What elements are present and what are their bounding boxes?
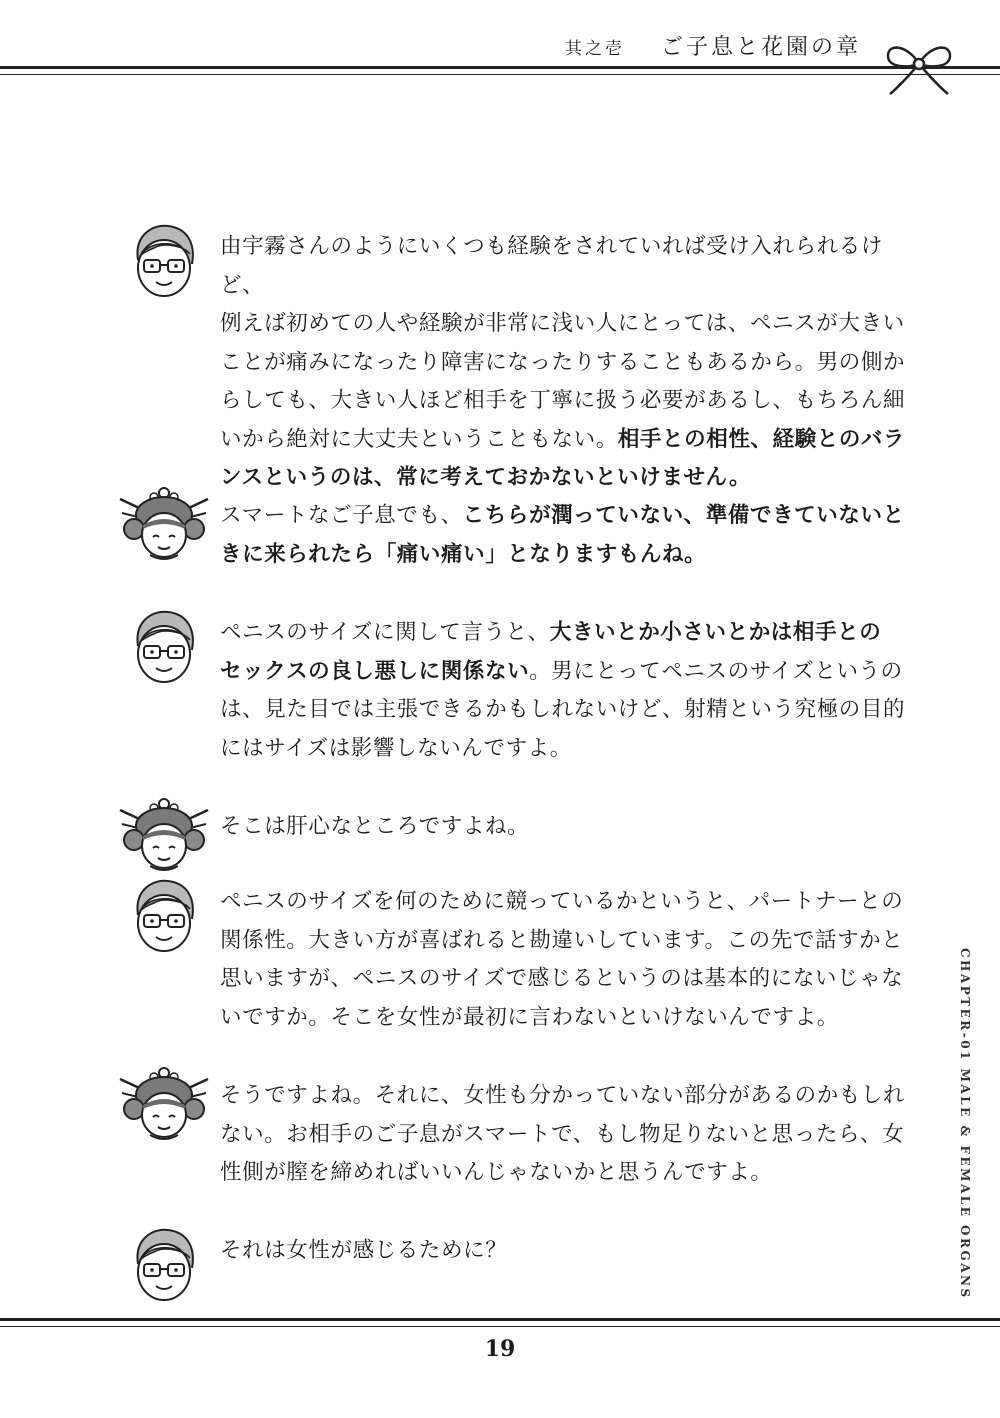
plain-text: 関係性。大きい方が喜ばれると勘違いしています。この先で話すかと <box>220 927 904 953</box>
speech-line <box>220 382 910 421</box>
speech-line <box>220 344 910 383</box>
plain-text: らしても、大きい人ほど相手を丁寧に扱う必要があるし、もちろん細 <box>220 388 906 413</box>
plain-text: は、見た目では主張できるかもしれないけど、射精という究極の目的 <box>220 697 906 722</box>
emphasis-text: 大きいとか小さいとかは相手との <box>549 620 882 645</box>
plain-text: にはサイズは影響しないんですよ。 <box>220 735 572 761</box>
plain-text: 例えば初めての人や経験が非常に浅い人にとっては、ペニスが大きい <box>220 311 905 336</box>
plain-text: いから絶対に大丈夫ということもない。 <box>220 426 618 452</box>
plain-text: そこは肝心なところですよね。 <box>220 814 530 839</box>
emphasis-text: ンスというのは、常に考えておかないといけません。 <box>220 465 752 490</box>
speech-line <box>220 999 910 1038</box>
speech-line <box>220 421 910 460</box>
speech-text <box>220 808 910 847</box>
speech-line <box>220 1116 910 1155</box>
plain-text: 性側が膣を締めればいいんじゃないかと思うんですよ。 <box>220 1160 773 1185</box>
speech-line <box>220 1077 910 1116</box>
ribbon-bow-icon <box>874 36 964 100</box>
woman-avatar-icon <box>116 794 212 880</box>
speech-line <box>220 808 910 847</box>
woman-avatar-icon <box>116 483 212 569</box>
chapter-side-label: CHAPTER-01 MALE & FEMALE ORGANS <box>958 948 972 1300</box>
speech-text <box>220 1077 910 1193</box>
plain-text: それは女性が感じるために？ <box>220 1238 508 1263</box>
header-rule <box>0 66 1000 69</box>
emphasis-text: セックスの良し悪しに関係ない <box>220 658 530 684</box>
man-avatar-icon <box>124 220 204 306</box>
speech-text <box>220 228 910 498</box>
plain-text: 。男にとってペニスのサイズというの <box>529 658 903 684</box>
speech-line <box>220 305 910 344</box>
plain-text: ペニスのサイズを何のために競っているかというと、パートナーとの <box>220 889 904 914</box>
chapter-title <box>565 30 885 61</box>
chapter-name: ご子息と花園の章 <box>661 35 862 60</box>
speech-line <box>220 459 910 498</box>
speech-line <box>220 228 910 305</box>
plain-text: いですか。そこを女性が最初に言わないといけないんですよ。 <box>220 1004 839 1030</box>
speech-line <box>220 653 910 692</box>
emphasis-text: こちらが潤っていない、準備できていないと <box>462 503 905 528</box>
speech-line <box>220 960 910 999</box>
plain-text: 思いますが、ペニスのサイズで感じるというのは基本的にないじゃな <box>220 966 904 991</box>
plain-text: 由宇霧さんのようにいくつも経験をされていれば受け入れられるけど、 <box>220 234 884 298</box>
man-avatar-icon <box>124 875 204 961</box>
speech-line <box>220 922 910 961</box>
woman-avatar-icon <box>116 1063 212 1149</box>
speech-line <box>220 536 910 575</box>
plain-text: ペニスのサイズに関して言うと、 <box>220 620 550 645</box>
speech-line <box>220 614 910 653</box>
chapter-number: 其之壱 <box>565 39 625 59</box>
plain-text: ない。お相手のご子息がスマートで、もし物足りないと思ったら、女 <box>220 1121 905 1147</box>
speech-line <box>220 497 910 536</box>
plain-text: ことが痛みになったり障害になったりすることもあるから。男の側か <box>220 349 906 375</box>
plain-text: そうですよね。それに、女性も分かっていない部分があるのかもしれ <box>220 1083 906 1108</box>
speech-text <box>220 497 910 574</box>
speech-line <box>220 883 910 922</box>
speech-line <box>220 730 910 769</box>
man-avatar-icon <box>124 606 204 692</box>
man-avatar-icon <box>124 1224 204 1310</box>
plain-text: スマートなご子息でも、 <box>220 503 463 528</box>
speech-text <box>220 883 910 1037</box>
footer-rule <box>0 1318 1000 1321</box>
speech-text <box>220 1232 910 1271</box>
speech-line <box>220 691 910 730</box>
emphasis-text: 相手との相性、経験とのバラ <box>617 426 906 452</box>
page-number: 19 <box>484 1336 516 1362</box>
header-rule-thin <box>0 74 1000 75</box>
speech-text <box>220 614 910 768</box>
emphasis-text: きに来られたら「痛い痛い」となりますもんね。 <box>220 541 707 567</box>
speech-line <box>220 1154 910 1193</box>
footer-rule-thin <box>0 1326 1000 1327</box>
speech-line <box>220 1232 910 1271</box>
